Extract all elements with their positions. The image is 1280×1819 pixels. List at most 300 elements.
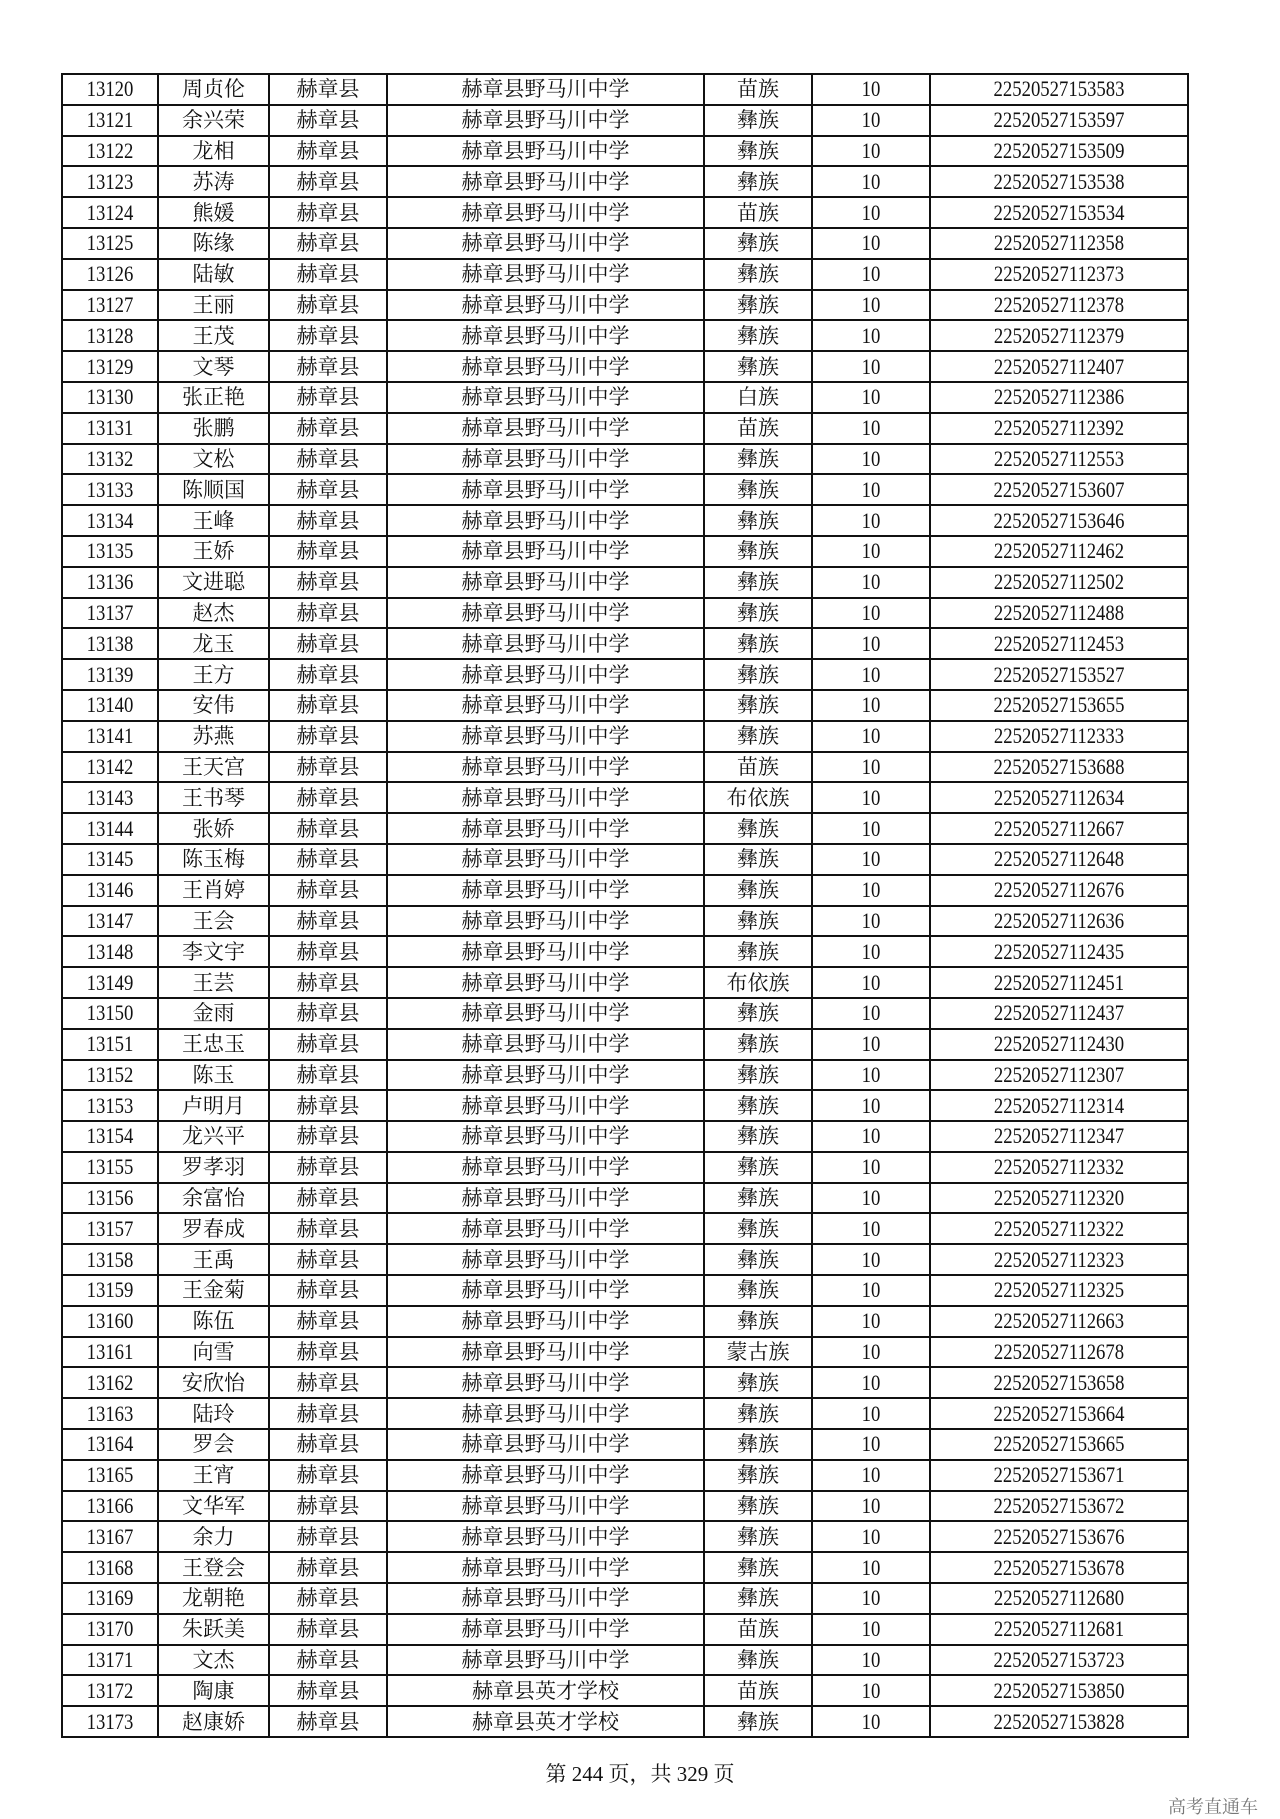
county-cell: 赫章县 (269, 320, 387, 351)
school-cell: 赫章县野马川中学 (387, 290, 704, 321)
school-cell: 赫章县野马川中学 (387, 1460, 704, 1491)
county-cell: 赫章县 (269, 505, 387, 536)
score-cell: 10 (821, 166, 921, 197)
serial-number-cell: 13148 (69, 936, 151, 967)
county-cell: 赫章县 (269, 351, 387, 382)
ethnicity-cell: 彝族 (704, 228, 812, 259)
county-cell: 赫章县 (269, 936, 387, 967)
table-row (62, 1675, 1188, 1706)
serial-number-cell: 13162 (69, 1367, 151, 1398)
county-cell: 赫章县 (269, 1491, 387, 1522)
ethnicity-cell: 彝族 (704, 1552, 812, 1583)
exam-id-cell: 22520527112488 (949, 598, 1168, 629)
table-row (62, 1521, 1188, 1552)
table-row (62, 259, 1188, 290)
serial-number-cell: 13138 (69, 628, 151, 659)
county-cell: 赫章县 (269, 1213, 387, 1244)
serial-number-cell: 13139 (69, 659, 151, 690)
county-cell: 赫章县 (269, 259, 387, 290)
exam-id-cell: 22520527112320 (949, 1183, 1168, 1214)
table-row (62, 197, 1188, 228)
ethnicity-cell: 彝族 (704, 1429, 812, 1460)
student-name-cell: 王丽 (158, 290, 269, 321)
serial-number-cell: 13156 (69, 1183, 151, 1214)
county-cell: 赫章县 (269, 1152, 387, 1183)
serial-number-cell: 13123 (69, 166, 151, 197)
exam-id-cell: 22520527153597 (949, 105, 1168, 136)
serial-number-cell: 13122 (69, 136, 151, 167)
school-cell: 赫章县野马川中学 (387, 1614, 704, 1645)
ethnicity-cell: 彝族 (704, 1183, 812, 1214)
score-cell: 10 (821, 967, 921, 998)
score-cell: 10 (821, 1706, 921, 1737)
school-cell: 赫章县野马川中学 (387, 1306, 704, 1337)
ethnicity-cell: 彝族 (704, 1398, 812, 1429)
school-cell: 赫章县野马川中学 (387, 690, 704, 721)
score-cell: 10 (821, 906, 921, 937)
county-cell: 赫章县 (269, 1337, 387, 1368)
serial-number-cell: 13155 (69, 1152, 151, 1183)
ethnicity-cell: 布依族 (704, 782, 812, 813)
ethnicity-cell: 彝族 (704, 936, 812, 967)
student-name-cell: 王方 (158, 659, 269, 690)
student-name-cell: 王峰 (158, 505, 269, 536)
score-cell: 10 (821, 413, 921, 444)
table-row (62, 166, 1188, 197)
table-row (62, 1275, 1188, 1306)
table-row (62, 1029, 1188, 1060)
score-cell: 10 (821, 74, 921, 105)
county-cell: 赫章县 (269, 659, 387, 690)
exam-id-cell: 22520527112332 (949, 1152, 1168, 1183)
score-cell: 10 (821, 690, 921, 721)
score-cell: 10 (821, 752, 921, 783)
serial-number-cell: 13149 (69, 967, 151, 998)
student-name-cell: 陆敏 (158, 259, 269, 290)
exam-id-cell: 22520527112462 (949, 536, 1168, 567)
table-row (62, 1645, 1188, 1676)
page-number: 第 244 页，共 329 页 (545, 1762, 735, 1786)
table-row (62, 628, 1188, 659)
serial-number-cell: 13132 (69, 444, 151, 475)
school-cell: 赫章县野马川中学 (387, 1213, 704, 1244)
ethnicity-cell: 彝族 (704, 136, 812, 167)
score-cell: 10 (821, 1614, 921, 1645)
school-cell: 赫章县野马川中学 (387, 413, 704, 444)
ethnicity-cell: 彝族 (704, 844, 812, 875)
ethnicity-cell: 彝族 (704, 1090, 812, 1121)
ethnicity-cell: 彝族 (704, 690, 812, 721)
score-cell: 10 (821, 444, 921, 475)
serial-number-cell: 13152 (69, 1060, 151, 1091)
ethnicity-cell: 苗族 (704, 1675, 812, 1706)
school-cell: 赫章县野马川中学 (387, 1583, 704, 1614)
ethnicity-cell: 彝族 (704, 813, 812, 844)
student-name-cell: 王肖婷 (158, 875, 269, 906)
serial-number-cell: 13151 (69, 1029, 151, 1060)
ethnicity-cell: 彝族 (704, 1645, 812, 1676)
student-name-cell: 龙兴平 (158, 1121, 269, 1152)
exam-id-cell: 22520527112347 (949, 1121, 1168, 1152)
school-cell: 赫章县野马川中学 (387, 1398, 704, 1429)
exam-id-cell: 22520527112636 (949, 906, 1168, 937)
ethnicity-cell: 彝族 (704, 1367, 812, 1398)
table-row (62, 721, 1188, 752)
table-row (62, 813, 1188, 844)
ethnicity-cell: 彝族 (704, 1244, 812, 1275)
county-cell: 赫章县 (269, 1244, 387, 1275)
table-row (62, 1429, 1188, 1460)
score-cell: 10 (821, 1244, 921, 1275)
county-cell: 赫章县 (269, 1398, 387, 1429)
student-name-cell: 金雨 (158, 998, 269, 1029)
exam-id-cell: 22520527153672 (949, 1491, 1168, 1522)
county-cell: 赫章县 (269, 197, 387, 228)
exam-id-cell: 22520527153678 (949, 1552, 1168, 1583)
county-cell: 赫章县 (269, 1675, 387, 1706)
serial-number-cell: 13158 (69, 1244, 151, 1275)
score-cell: 10 (821, 259, 921, 290)
student-name-cell: 王书琴 (158, 782, 269, 813)
school-cell: 赫章县野马川中学 (387, 1121, 704, 1152)
serial-number-cell: 13121 (69, 105, 151, 136)
score-cell: 10 (821, 598, 921, 629)
school-cell: 赫章县野马川中学 (387, 782, 704, 813)
exam-id-cell: 22520527153509 (949, 136, 1168, 167)
county-cell: 赫章县 (269, 444, 387, 475)
exam-id-cell: 22520527153676 (949, 1521, 1168, 1552)
ethnicity-cell: 蒙古族 (704, 1337, 812, 1368)
county-cell: 赫章县 (269, 1645, 387, 1676)
exam-id-cell: 22520527153527 (949, 659, 1168, 690)
student-name-cell: 余力 (158, 1521, 269, 1552)
school-cell: 赫章县野马川中学 (387, 998, 704, 1029)
school-cell: 赫章县野马川中学 (387, 1645, 704, 1676)
serial-number-cell: 13170 (69, 1614, 151, 1645)
county-cell: 赫章县 (269, 1583, 387, 1614)
ethnicity-cell: 彝族 (704, 875, 812, 906)
score-cell: 10 (821, 1090, 921, 1121)
school-cell: 赫章县英才学校 (387, 1675, 704, 1706)
score-cell: 10 (821, 351, 921, 382)
school-cell: 赫章县野马川中学 (387, 320, 704, 351)
score-cell: 10 (821, 844, 921, 875)
student-name-cell: 罗孝羽 (158, 1152, 269, 1183)
exam-id-cell: 22520527153664 (949, 1398, 1168, 1429)
ethnicity-cell: 苗族 (704, 1614, 812, 1645)
serial-number-cell: 13161 (69, 1337, 151, 1368)
table-row (62, 1244, 1188, 1275)
table-row (62, 382, 1188, 413)
exam-id-cell: 22520527153665 (949, 1429, 1168, 1460)
student-name-cell: 苏涛 (158, 166, 269, 197)
serial-number-cell: 13124 (69, 197, 151, 228)
score-cell: 10 (821, 1460, 921, 1491)
county-cell: 赫章县 (269, 290, 387, 321)
exam-id-cell: 22520527153658 (949, 1367, 1168, 1398)
school-cell: 赫章县野马川中学 (387, 1337, 704, 1368)
county-cell: 赫章县 (269, 906, 387, 937)
score-cell: 10 (821, 1152, 921, 1183)
student-name-cell: 李文宇 (158, 936, 269, 967)
school-cell: 赫章县野马川中学 (387, 721, 704, 752)
school-cell: 赫章县野马川中学 (387, 628, 704, 659)
student-name-cell: 王登会 (158, 1552, 269, 1583)
serial-number-cell: 13131 (69, 413, 151, 444)
exam-id-cell: 22520527112437 (949, 998, 1168, 1029)
ethnicity-cell: 彝族 (704, 1213, 812, 1244)
county-cell: 赫章县 (269, 1367, 387, 1398)
school-cell: 赫章县野马川中学 (387, 1090, 704, 1121)
ethnicity-cell: 彝族 (704, 659, 812, 690)
exam-id-cell: 22520527112378 (949, 290, 1168, 321)
county-cell: 赫章县 (269, 1090, 387, 1121)
score-cell: 10 (821, 1367, 921, 1398)
ethnicity-cell: 彝族 (704, 166, 812, 197)
table-row (62, 1367, 1188, 1398)
school-cell: 赫章县野马川中学 (387, 1491, 704, 1522)
school-cell: 赫章县野马川中学 (387, 813, 704, 844)
exam-id-cell: 22520527153607 (949, 474, 1168, 505)
score-cell: 10 (821, 1121, 921, 1152)
county-cell: 赫章县 (269, 1121, 387, 1152)
student-name-cell: 陈顺国 (158, 474, 269, 505)
exam-id-cell: 22520527112373 (949, 259, 1168, 290)
serial-number-cell: 13143 (69, 782, 151, 813)
table-row (62, 351, 1188, 382)
student-name-cell: 安欣怡 (158, 1367, 269, 1398)
exam-id-cell: 22520527153688 (949, 752, 1168, 783)
exam-id-cell: 22520527112392 (949, 413, 1168, 444)
school-cell: 赫章县野马川中学 (387, 906, 704, 937)
serial-number-cell: 13127 (69, 290, 151, 321)
county-cell: 赫章县 (269, 567, 387, 598)
school-cell: 赫章县野马川中学 (387, 967, 704, 998)
student-name-cell: 陈伍 (158, 1306, 269, 1337)
county-cell: 赫章县 (269, 166, 387, 197)
school-cell: 赫章县野马川中学 (387, 752, 704, 783)
serial-number-cell: 13137 (69, 598, 151, 629)
school-cell: 赫章县野马川中学 (387, 844, 704, 875)
serial-number-cell: 13165 (69, 1460, 151, 1491)
school-cell: 赫章县野马川中学 (387, 659, 704, 690)
table-row (62, 844, 1188, 875)
ethnicity-cell: 彝族 (704, 1152, 812, 1183)
score-cell: 10 (821, 659, 921, 690)
exam-id-cell: 22520527153646 (949, 505, 1168, 536)
county-cell: 赫章县 (269, 1460, 387, 1491)
ethnicity-cell: 彝族 (704, 721, 812, 752)
school-cell: 赫章县英才学校 (387, 1706, 704, 1737)
exam-id-cell: 22520527153655 (949, 690, 1168, 721)
exam-id-cell: 22520527112648 (949, 844, 1168, 875)
exam-id-cell: 22520527112430 (949, 1029, 1168, 1060)
score-cell: 10 (821, 998, 921, 1029)
ethnicity-cell: 彝族 (704, 567, 812, 598)
school-cell: 赫章县野马川中学 (387, 567, 704, 598)
county-cell: 赫章县 (269, 690, 387, 721)
school-cell: 赫章县野马川中学 (387, 382, 704, 413)
student-name-cell: 文华军 (158, 1491, 269, 1522)
serial-number-cell: 13128 (69, 320, 151, 351)
serial-number-cell: 13140 (69, 690, 151, 721)
county-cell: 赫章县 (269, 1060, 387, 1091)
ethnicity-cell: 彝族 (704, 320, 812, 351)
school-cell: 赫章县野马川中学 (387, 1029, 704, 1060)
table-row (62, 936, 1188, 967)
score-cell: 10 (821, 1398, 921, 1429)
serial-number-cell: 13163 (69, 1398, 151, 1429)
serial-number-cell: 13154 (69, 1121, 151, 1152)
student-name-cell: 龙相 (158, 136, 269, 167)
serial-number-cell: 13141 (69, 721, 151, 752)
score-cell: 10 (821, 1583, 921, 1614)
table-row (62, 320, 1188, 351)
school-cell: 赫章县野马川中学 (387, 228, 704, 259)
table-row (62, 1552, 1188, 1583)
exam-id-cell: 22520527112676 (949, 875, 1168, 906)
student-name-cell: 苏燕 (158, 721, 269, 752)
student-name-cell: 陈缘 (158, 228, 269, 259)
ethnicity-cell: 彝族 (704, 1121, 812, 1152)
student-name-cell: 朱跃美 (158, 1614, 269, 1645)
ethnicity-cell: 彝族 (704, 1521, 812, 1552)
serial-number-cell: 13145 (69, 844, 151, 875)
score-cell: 10 (821, 1645, 921, 1676)
school-cell: 赫章县野马川中学 (387, 1152, 704, 1183)
score-cell: 10 (821, 1552, 921, 1583)
exam-id-cell: 22520527112322 (949, 1213, 1168, 1244)
serial-number-cell: 13167 (69, 1521, 151, 1552)
watermark: 高考直通车 (1168, 1797, 1258, 1818)
score-cell: 10 (821, 105, 921, 136)
serial-number-cell: 13150 (69, 998, 151, 1029)
table-row (62, 598, 1188, 629)
serial-number-cell: 13173 (69, 1706, 151, 1737)
score-cell: 10 (821, 628, 921, 659)
serial-number-cell: 13172 (69, 1675, 151, 1706)
table-row (62, 1460, 1188, 1491)
serial-number-cell: 13159 (69, 1275, 151, 1306)
county-cell: 赫章县 (269, 413, 387, 444)
school-cell: 赫章县野马川中学 (387, 1429, 704, 1460)
serial-number-cell: 13142 (69, 752, 151, 783)
student-name-cell: 王茂 (158, 320, 269, 351)
serial-number-cell: 13147 (69, 906, 151, 937)
exam-id-cell: 22520527112386 (949, 382, 1168, 413)
student-name-cell: 文进聪 (158, 567, 269, 598)
ethnicity-cell: 彝族 (704, 1275, 812, 1306)
serial-number-cell: 13130 (69, 382, 151, 413)
school-cell: 赫章县野马川中学 (387, 1521, 704, 1552)
serial-number-cell: 13160 (69, 1306, 151, 1337)
score-cell: 10 (821, 1306, 921, 1337)
county-cell: 赫章县 (269, 1029, 387, 1060)
table-row (62, 1213, 1188, 1244)
table-row (62, 1398, 1188, 1429)
table-row (62, 444, 1188, 475)
ethnicity-cell: 彝族 (704, 1583, 812, 1614)
score-cell: 10 (821, 1429, 921, 1460)
serial-number-cell: 13134 (69, 505, 151, 536)
serial-number-cell: 13135 (69, 536, 151, 567)
score-cell: 10 (821, 197, 921, 228)
county-cell: 赫章县 (269, 105, 387, 136)
county-cell: 赫章县 (269, 474, 387, 505)
student-name-cell: 龙玉 (158, 628, 269, 659)
ethnicity-cell: 苗族 (704, 74, 812, 105)
score-cell: 10 (821, 290, 921, 321)
ethnicity-cell: 彝族 (704, 351, 812, 382)
school-cell: 赫章县野马川中学 (387, 474, 704, 505)
student-name-cell: 王宵 (158, 1460, 269, 1491)
county-cell: 赫章县 (269, 875, 387, 906)
county-cell: 赫章县 (269, 1275, 387, 1306)
ethnicity-cell: 彝族 (704, 906, 812, 937)
table-row (62, 1090, 1188, 1121)
table-row (62, 136, 1188, 167)
table-row (62, 413, 1188, 444)
county-cell: 赫章县 (269, 752, 387, 783)
county-cell: 赫章县 (269, 228, 387, 259)
county-cell: 赫章县 (269, 1306, 387, 1337)
county-cell: 赫章县 (269, 1706, 387, 1737)
exam-id-cell: 22520527153828 (949, 1706, 1168, 1737)
score-cell: 10 (821, 1213, 921, 1244)
ethnicity-cell: 彝族 (704, 1029, 812, 1060)
table-row (62, 967, 1188, 998)
student-name-cell: 陆玲 (158, 1398, 269, 1429)
ethnicity-cell: 彝族 (704, 598, 812, 629)
school-cell: 赫章县野马川中学 (387, 598, 704, 629)
ethnicity-cell: 彝族 (704, 474, 812, 505)
exam-id-cell: 22520527112307 (949, 1060, 1168, 1091)
table-row (62, 782, 1188, 813)
county-cell: 赫章县 (269, 1614, 387, 1645)
score-cell: 10 (821, 1491, 921, 1522)
score-cell: 10 (821, 136, 921, 167)
county-cell: 赫章县 (269, 721, 387, 752)
table-row (62, 567, 1188, 598)
ethnicity-cell: 彝族 (704, 105, 812, 136)
serial-number-cell: 13164 (69, 1429, 151, 1460)
county-cell: 赫章县 (269, 1552, 387, 1583)
student-name-cell: 王金菊 (158, 1275, 269, 1306)
table-row (62, 690, 1188, 721)
exam-id-cell: 22520527153538 (949, 166, 1168, 197)
school-cell: 赫章县野马川中学 (387, 74, 704, 105)
school-cell: 赫章县野马川中学 (387, 1552, 704, 1583)
ethnicity-cell: 苗族 (704, 752, 812, 783)
serial-number-cell: 13120 (69, 74, 151, 105)
school-cell: 赫章县野马川中学 (387, 166, 704, 197)
student-name-cell: 罗会 (158, 1429, 269, 1460)
student-name-cell: 文松 (158, 444, 269, 475)
score-cell: 10 (821, 320, 921, 351)
score-cell: 10 (821, 721, 921, 752)
table-row (62, 1706, 1188, 1737)
score-cell: 10 (821, 474, 921, 505)
table-row (62, 228, 1188, 259)
student-name-cell: 赵康娇 (158, 1706, 269, 1737)
serial-number-cell: 13146 (69, 875, 151, 906)
score-cell: 10 (821, 228, 921, 259)
school-cell: 赫章县野马川中学 (387, 444, 704, 475)
school-cell: 赫章县野马川中学 (387, 1060, 704, 1091)
ethnicity-cell: 彝族 (704, 1491, 812, 1522)
student-name-cell: 陶康 (158, 1675, 269, 1706)
exam-id-cell: 22520527112678 (949, 1337, 1168, 1368)
